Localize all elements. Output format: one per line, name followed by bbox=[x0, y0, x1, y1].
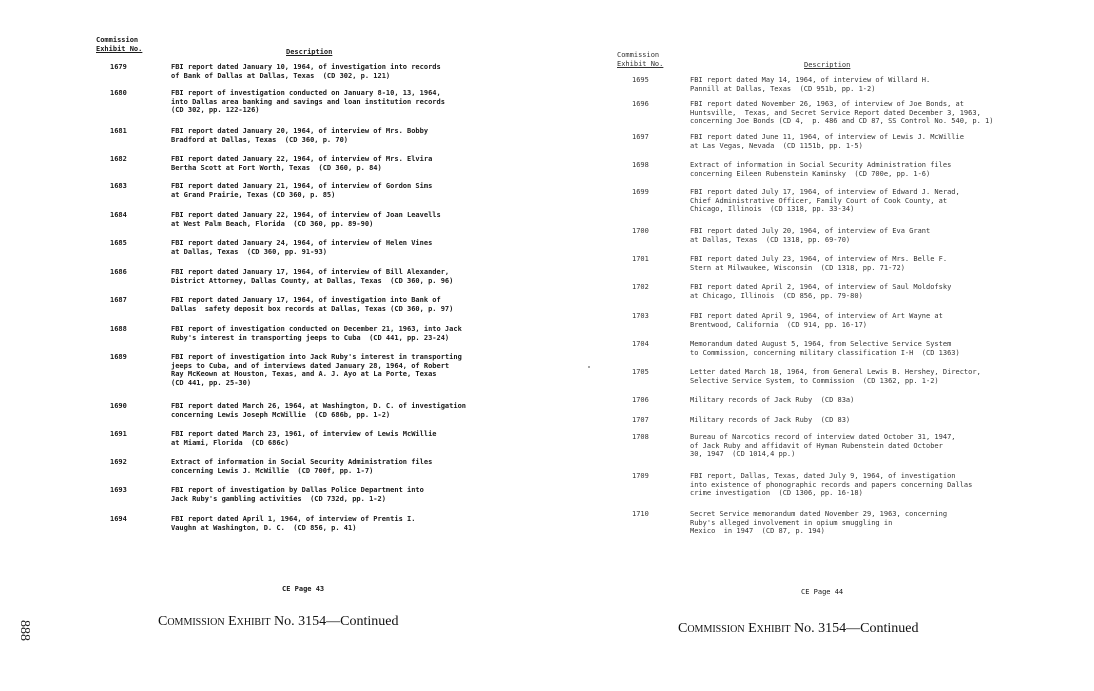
description-header: Description bbox=[804, 61, 851, 69]
exhibit-description: Letter dated March 18, 1964, from General Lewis B. Hershey, Director, Selective Service System, to Commission (CD 1362, pp. 1-2) bbox=[690, 368, 981, 385]
exhibit-description: FBI report dated January 22, 1964, of interview of Joan Leavells at West Palm Beach, Florida (CD 360, pp. 89-90) bbox=[171, 211, 441, 228]
exhibit-description: Military records of Jack Ruby (CD 83a) bbox=[690, 396, 855, 404]
description-header: Description bbox=[286, 48, 333, 56]
exhibit-description: FBI report dated April 2, 1964, of interview of Saul Moldofsky at Chicago, Illinois (CD 856, pp. 79-80) bbox=[690, 283, 952, 300]
exhibit-number: 1687 bbox=[110, 296, 127, 304]
exhibit-description: FBI report dated July 20, 1964, of interview of Eva Grant at Dallas, Texas (CD 1318, pp. 69-70) bbox=[690, 227, 931, 244]
exhibit-caption bbox=[158, 614, 398, 630]
exhibit-description: FBI report dated May 14, 1964, of interview of Willard H. Pannill at Dallas, Texas (CD 951b, pp. 1-2) bbox=[690, 76, 931, 93]
exhibit-number: 1710 bbox=[632, 510, 649, 518]
exhibit-description: FBI report dated July 17, 1964, of interview of Edward J. Nerad, Chief Administrative Officer, Family Court of Cook County, at Chicago, Illinois (CD 1318, pp. 33-34) bbox=[690, 188, 960, 213]
exhibit-description: Secret Service memorandum dated November 29, 1963, concerning Ruby's alleged involvement in opium smuggling in Mexico in 1947 (CD 87, p. 194) bbox=[690, 510, 948, 535]
exhibit-description: Military records of Jack Ruby (CD 83) bbox=[690, 416, 851, 424]
exhibit-number: 1705 bbox=[632, 368, 649, 376]
exhibit-description: FBI report dated July 23, 1964, of interview of Mrs. Belle F. Stern at Milwaukee, Wisconsin (CD 1318, pp. 71-72) bbox=[690, 255, 948, 272]
header-commission: Commission bbox=[96, 36, 139, 44]
exhibit-number: 1709 bbox=[632, 472, 649, 480]
exhibit-number: 1698 bbox=[632, 161, 649, 169]
exhibit-description: FBI report dated November 26, 1963, of interview of Joe Bonds, at Huntsville, Texas, and Secret Service Report dated December 3, 1963, concerning Joe Bonds (CD 4, p. 486 and CD 87, SS Control No. 540, p. 1) bbox=[690, 100, 994, 125]
commission-exhibit-header bbox=[96, 36, 142, 53]
exhibit-number: 1685 bbox=[110, 239, 127, 247]
exhibit-number: 1697 bbox=[632, 133, 649, 141]
exhibit-number: 1679 bbox=[110, 63, 127, 71]
exhibit-number: 1700 bbox=[632, 227, 649, 235]
exhibit-description: Bureau of Narcotics record of interview dated October 31, 1947, of Jack Ruby and affidavit of Hyman Rubenstein dated October 30, 1947 (CD 1014,4 pp.) bbox=[690, 433, 956, 458]
exhibit-description: FBI report dated January 10, 1964, of investigation into records of Bank of Dallas at Dallas, Texas (CD 302, p. 121) bbox=[171, 63, 441, 80]
exhibit-caption bbox=[678, 621, 918, 637]
exhibit-number: 1694 bbox=[110, 515, 127, 523]
right-page bbox=[547, 0, 1094, 691]
exhibit-description: Memorandum dated August 5, 1964, from Selective Service System to Commission, concerning military classification I-H (CD 1363) bbox=[690, 340, 960, 357]
page-number: 888 bbox=[17, 620, 32, 641]
caption-suffix: No. 3154—Continued bbox=[274, 614, 399, 629]
exhibit-number: 1704 bbox=[632, 340, 649, 348]
exhibit-description: FBI report of investigation conducted on December 21, 1963, into Jack Ruby's interest in transporting jeeps to Cuba (CD 441, pp. 23-24) bbox=[171, 325, 462, 342]
caption-prefix: Commission Exhibit bbox=[158, 614, 271, 629]
exhibit-description: FBI report of investigation into Jack Ruby's interest in transporting jeeps to Cuba, and of interviews dated January 28, 1964, of Robert Ray McKeown at Houston, Texas, and A. J. Ayo at La Porte, Texas (CD 441, pp. 25-30) bbox=[171, 353, 462, 387]
header-exhibit-no: Exhibit No. bbox=[617, 59, 664, 68]
exhibit-description: FBI report dated January 17, 1964, of investigation into Bank of Dallas safety deposit box records at Dallas, Texas (CD 360, p. 97) bbox=[171, 296, 454, 313]
exhibit-description: FBI report dated April 1, 1964, of interview of Prentis I. Vaughn at Washington, D. C. (CD 856, p. 41) bbox=[171, 515, 416, 532]
exhibit-description: FBI report dated June 11, 1964, of interview of Lewis J. McWillie at Las Vegas, Nevada (CD 1151b, pp. 1-5) bbox=[690, 133, 964, 150]
exhibit-number: 1689 bbox=[110, 353, 127, 361]
exhibit-description: FBI report dated April 9, 1964, of interview of Art Wayne at Brentwood, California (CD 914, pp. 16-17) bbox=[690, 312, 943, 329]
exhibit-description: FBI report dated January 22, 1964, of interview of Mrs. Elvira Bertha Scott at Fort Worth, Texas (CD 360, p. 84) bbox=[171, 155, 433, 172]
ce-page-label: CE Page 43 bbox=[282, 585, 325, 593]
exhibit-description: FBI report dated March 26, 1964, at Washington, D. C. of investigation concerning Lewis Joseph McWillie (CD 686b, pp. 1-2) bbox=[171, 402, 467, 419]
exhibit-number: 1683 bbox=[110, 182, 127, 190]
exhibit-number: 1688 bbox=[110, 325, 127, 333]
exhibit-number: 1680 bbox=[110, 89, 127, 97]
exhibit-description: FBI report dated January 17, 1964, of interview of Bill Alexander, District Attorney, Dallas County, at Dallas, Texas (CD 360, p. 96) bbox=[171, 268, 454, 285]
exhibit-description: FBI report of investigation conducted on January 8-10, 13, 1964, into Dallas area banking and savings and loan institution records (CD 302, pp. 122-126) bbox=[171, 89, 445, 114]
exhibit-description: Extract of information in Social Security Administration files concerning Lewis J. McWillie (CD 700f, pp. 1-7) bbox=[171, 458, 433, 475]
exhibit-number: 1699 bbox=[632, 188, 649, 196]
exhibit-number: 1701 bbox=[632, 255, 649, 263]
exhibit-description: FBI report dated March 23, 1961, of interview of Lewis McWillie at Miami, Florida (CD 686c) bbox=[171, 430, 437, 447]
exhibit-number: 1693 bbox=[110, 486, 127, 494]
exhibit-number: 1682 bbox=[110, 155, 127, 163]
exhibit-number: 1707 bbox=[632, 416, 649, 424]
exhibit-description: FBI report dated January 20, 1964, of interview of Mrs. Bobby Bradford at Dallas, Texas (CD 360, p. 70) bbox=[171, 127, 429, 144]
exhibit-number: 1690 bbox=[110, 402, 127, 410]
exhibit-number: 1684 bbox=[110, 211, 127, 219]
exhibit-number: 1702 bbox=[632, 283, 649, 291]
header-exhibit-no: Exhibit No. bbox=[96, 44, 143, 53]
exhibit-number: 1708 bbox=[632, 433, 649, 441]
caption-suffix: No. 3154—Continued bbox=[794, 621, 919, 636]
header-commission: Commission bbox=[617, 51, 660, 59]
exhibit-number: 1686 bbox=[110, 268, 127, 276]
exhibit-number: 1695 bbox=[632, 76, 649, 84]
commission-exhibit-header bbox=[617, 51, 663, 68]
exhibit-description: FBI report, Dallas, Texas, dated July 9, 1964, of investigation into existence of phonographic records and papers concerning Dallas crime investigation (CD 1306, pp. 16-18) bbox=[690, 472, 973, 497]
scan-speck bbox=[588, 366, 590, 368]
exhibit-description: FBI report of investigation by Dallas Police Department into Jack Ruby's gambling activities (CD 732d, pp. 1-2) bbox=[171, 486, 424, 503]
caption-prefix: Commission Exhibit bbox=[678, 621, 791, 636]
exhibit-number: 1691 bbox=[110, 430, 127, 438]
exhibit-description: FBI report dated January 24, 1964, of interview of Helen Vines at Dallas, Texas (CD 360, pp. 91-93) bbox=[171, 239, 433, 256]
exhibit-description: Extract of information in Social Security Administration files concerning Eileen Rubenstein Kaminsky (CD 700e, pp. 1-6) bbox=[690, 161, 952, 178]
exhibit-description: FBI report dated January 21, 1964, of interview of Gordon Sims at Grand Prairie, Texas (CD 360, p. 85) bbox=[171, 182, 433, 199]
exhibit-number: 1706 bbox=[632, 396, 649, 404]
ce-page-label: CE Page 44 bbox=[801, 588, 844, 596]
exhibit-number: 1692 bbox=[110, 458, 127, 466]
exhibit-number: 1681 bbox=[110, 127, 127, 135]
exhibit-number: 1703 bbox=[632, 312, 649, 320]
exhibit-number: 1696 bbox=[632, 100, 649, 108]
